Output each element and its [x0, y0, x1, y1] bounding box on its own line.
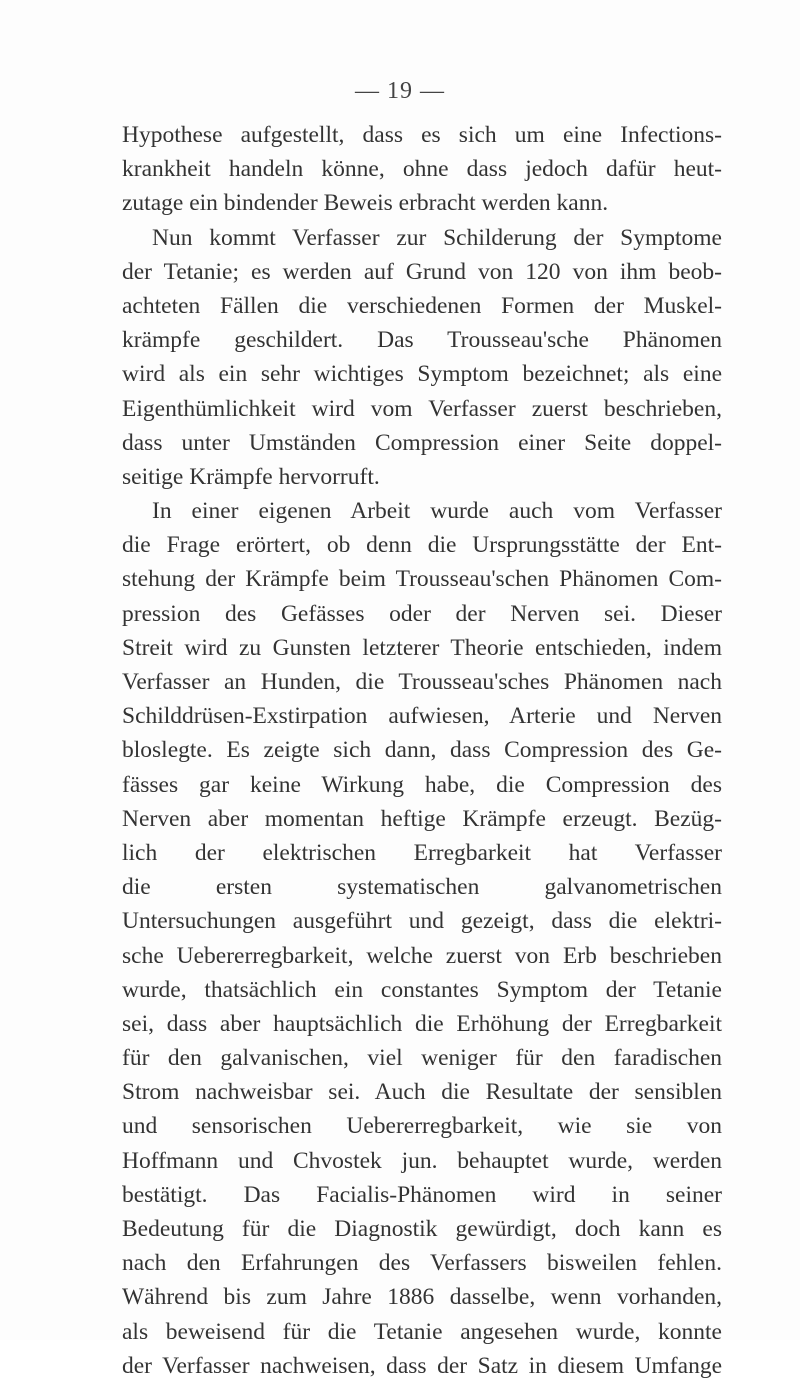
text-line: als beweisend für die Tetanie angesehen wurde, konnte [122, 1318, 722, 1345]
text-line: Nun kommt Verfasser zur Schilderung der Symptome [152, 224, 722, 251]
text-line: zutage ein bindender Beweis erbracht werden kann. [122, 190, 609, 217]
text-line: krankheit handeln könne, ohne dass jedoch dafür heut- [122, 156, 722, 183]
text-line: lich der elektrischen Erregbarkeit hat Verfasser [122, 839, 722, 866]
text-line: Untersuchungen ausgeführt und gezeigt, dass die elektri- [122, 908, 722, 935]
text-line: sche Uebererregbarkeit, welche zuerst von Erb beschrieben [122, 942, 722, 969]
text-line: Während bis zum Jahre 1886 dasselbe, wenn vorhanden, [122, 1284, 722, 1311]
text-line: der Tetanie; es werden auf Grund von 120 von ihm beob- [122, 258, 722, 285]
text-line: bestätigt. Das Facialis-Phänomen wird in seiner [122, 1181, 722, 1208]
text-line: Verfasser an Hunden, die Trousseau'sches Phänomen nach [122, 669, 722, 695]
page-number: — 19 — [355, 78, 445, 104]
text-line: In einer eigenen Arbeit wurde auch vom Verfasser [152, 498, 722, 525]
body-text [122, 118, 722, 1383]
text-line: Strom nachweisbar sei. Auch die Resultate der sensiblen [122, 1079, 722, 1106]
text-line: Eigenthümlichkeit wird vom Verfasser zuerst beschrieben, [122, 395, 722, 422]
text-line: fässes gar keine Wirkung habe, die Compression des [122, 771, 722, 798]
text-line: Schilddrüsen-Exstirpation aufwiesen, Arterie und Nerven [122, 703, 722, 730]
text-line: und sensorischen Uebererregbarkeit, wie sie von [122, 1113, 722, 1140]
text-line: pression des Gefässes oder der Nerven sei. Dieser [122, 600, 722, 627]
text-line: stehung der Krämpfe beim Trousseau'schen Phänomen Com- [122, 566, 722, 593]
text-line: wurde, thatsächlich ein constantes Symptom der Tetanie [122, 976, 722, 1003]
text-line: nach den Erfahrungen des Verfassers bisweilen fehlen. [122, 1250, 722, 1277]
text-line: Bedeutung für die Diagnostik gewürdigt, doch kann es [122, 1216, 722, 1242]
text-line: achteten Fällen die verschiedenen Formen der Muskel- [122, 292, 722, 319]
text-line: für den galvanischen, viel weniger für den faradischen [122, 1045, 722, 1072]
text-line: sei, dass aber hauptsächlich die Erhöhung der Erregbarkeit [122, 1010, 722, 1037]
text-line: Nerven aber momentan heftige Krämpfe erzeugt. Bezüg- [122, 805, 722, 832]
text-line: bloslegte. Es zeigte sich dann, dass Compression des Ge- [122, 737, 722, 764]
text-line: dass unter Umständen Compression einer Seite doppel- [122, 429, 722, 456]
text-line: Streit wird zu Gunsten letzterer Theorie entschieden, indem [122, 634, 722, 661]
text-line: die ersten systematischen galvanometrischen [122, 874, 722, 901]
text-line: wird als ein sehr wichtiges Symptom bezeichnet; als eine [122, 361, 722, 388]
text-line: seitige Krämpfe hervorruft. [122, 463, 380, 490]
text-line: Hypothese aufgestellt, dass es sich um eine Infections- [122, 122, 722, 148]
text-line: die Frage erörtert, ob denn die Ursprungsstätte der Ent- [122, 532, 722, 559]
text-line: der Verfasser nachweisen, dass der Satz in diesem Umfange [122, 1352, 722, 1379]
text-line: krämpfe geschildert. Das Trousseau'sche Phänomen [122, 327, 722, 354]
text-line: Hoffmann und Chvostek jun. behauptet wurde, werden [122, 1147, 722, 1174]
